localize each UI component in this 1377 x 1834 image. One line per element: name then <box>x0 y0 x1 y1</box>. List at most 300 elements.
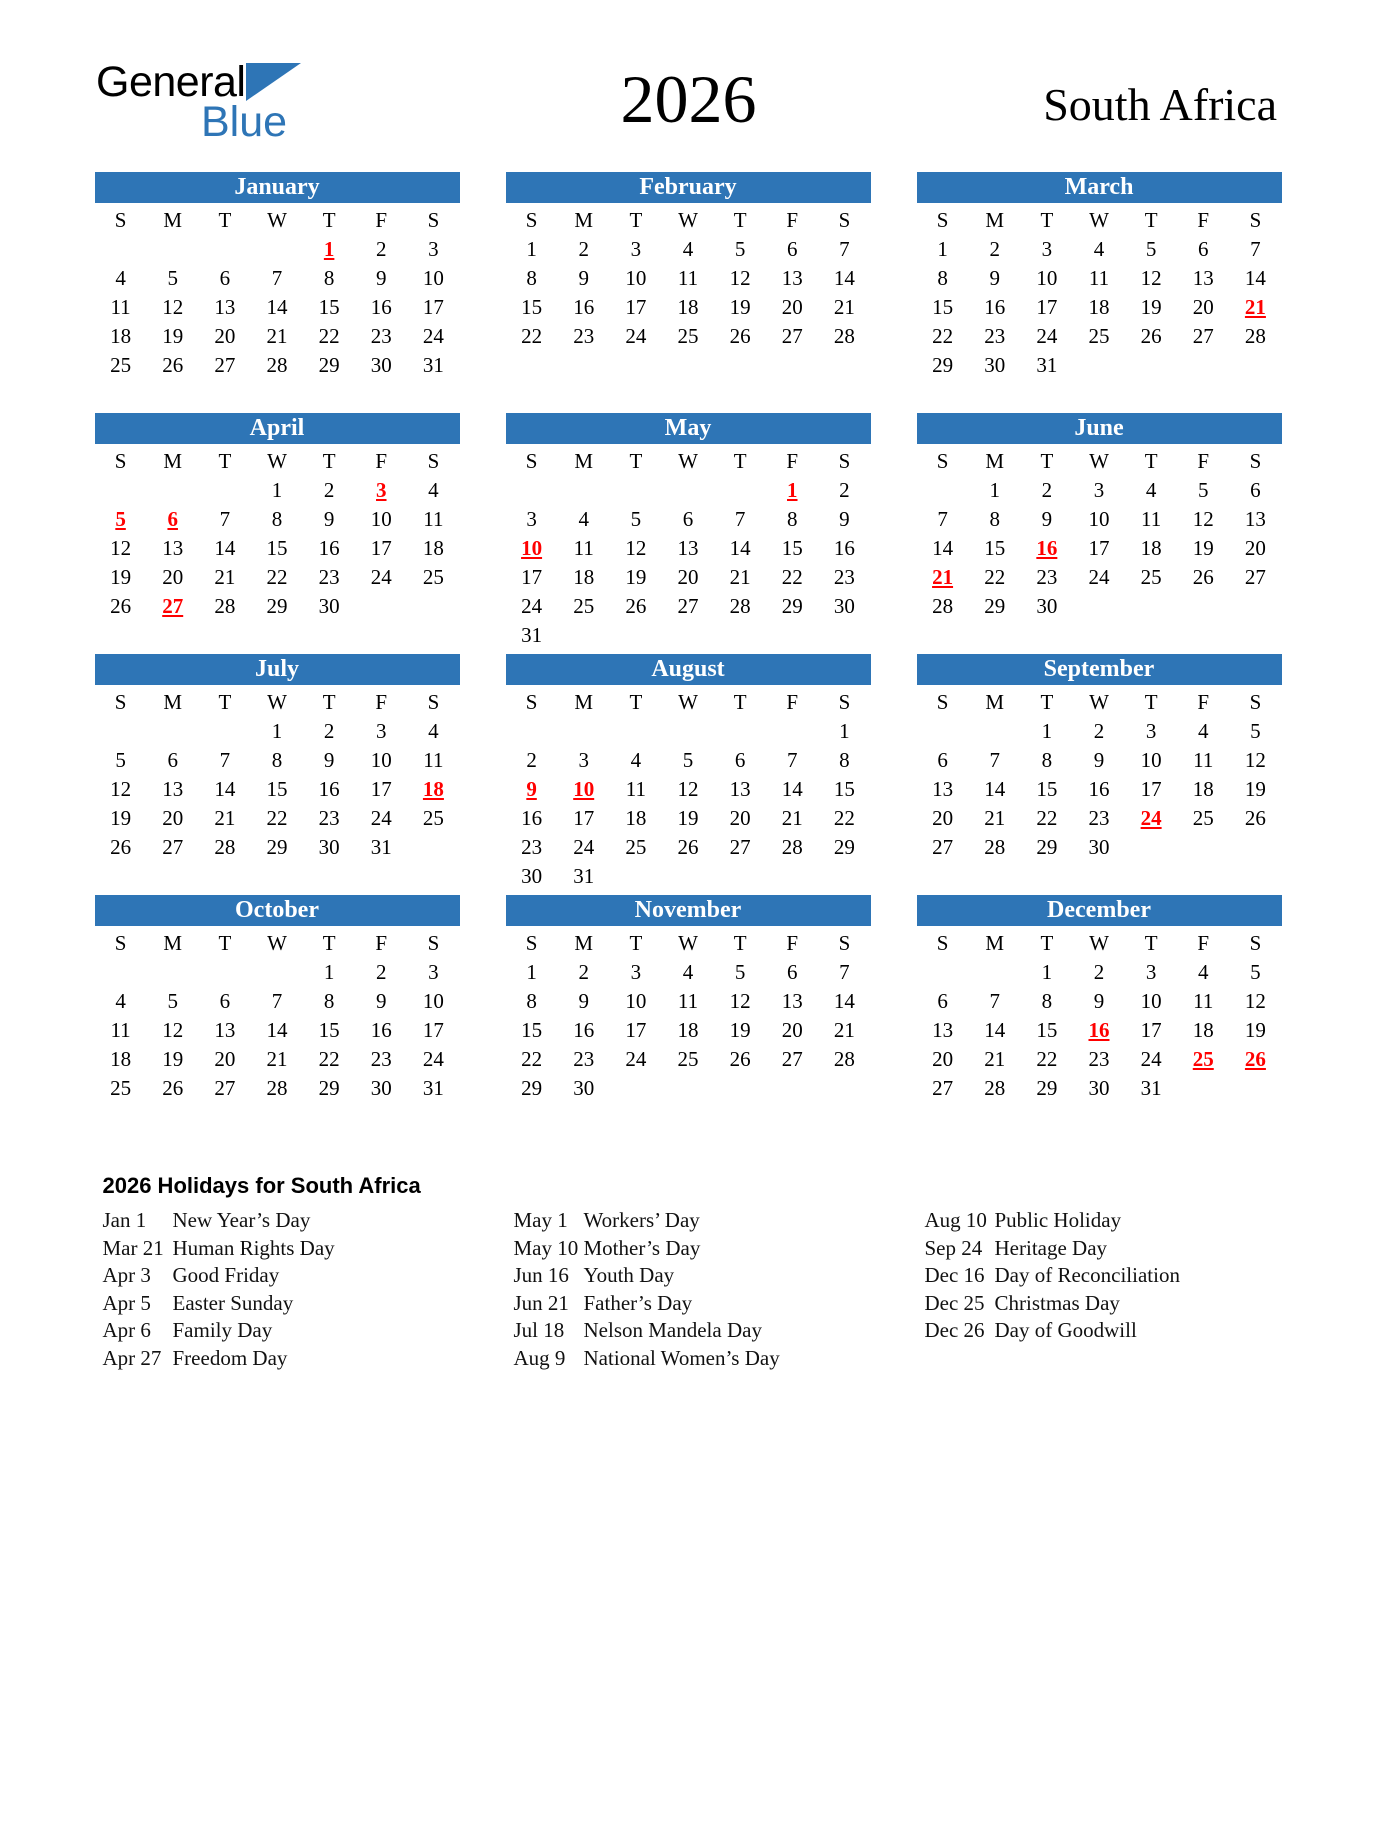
day-cell[interactable]: 28 <box>266 1076 288 1100</box>
day-cell[interactable]: 13 <box>932 777 954 801</box>
day-cell-holiday[interactable]: 6 <box>167 507 178 531</box>
day-cell[interactable]: 24 <box>1140 1047 1162 1071</box>
day-cell[interactable]: 5 <box>1198 478 1209 502</box>
day-cell[interactable]: 10 <box>1088 507 1110 531</box>
day-cell[interactable]: 16 <box>370 295 392 319</box>
day-cell[interactable]: 7 <box>734 507 746 531</box>
day-cell[interactable]: 8 <box>271 507 283 531</box>
day-cell[interactable]: 24 <box>573 835 595 859</box>
day-cell[interactable]: 31 <box>422 1076 444 1100</box>
day-cell[interactable]: 1 <box>839 719 850 743</box>
day-cell[interactable]: 5 <box>115 748 126 772</box>
day-cell[interactable]: 4 <box>428 478 439 502</box>
day-cell[interactable]: 12 <box>729 266 751 290</box>
day-cell[interactable]: 2 <box>1093 719 1105 743</box>
day-cell[interactable]: 12 <box>1140 266 1162 290</box>
day-cell[interactable]: 15 <box>266 536 288 560</box>
day-cell[interactable]: 17 <box>625 295 647 319</box>
day-cell[interactable]: 25 <box>1192 806 1214 830</box>
day-cell[interactable]: 18 <box>1192 777 1214 801</box>
day-cell[interactable]: 26 <box>1244 806 1266 830</box>
day-cell[interactable]: 27 <box>781 1047 803 1071</box>
day-cell[interactable]: 9 <box>1093 748 1105 772</box>
day-cell[interactable]: 11 <box>1193 989 1214 1013</box>
day-cell[interactable]: 31 <box>422 353 444 377</box>
day-cell[interactable]: 7 <box>219 507 231 531</box>
day-cell[interactable]: 27 <box>214 353 236 377</box>
day-cell[interactable]: 4 <box>682 960 694 984</box>
day-cell[interactable]: 19 <box>162 1047 184 1071</box>
day-cell[interactable]: 25 <box>625 835 647 859</box>
day-cell[interactable]: 6 <box>734 748 746 772</box>
day-cell[interactable]: 17 <box>573 806 595 830</box>
day-cell[interactable]: 27 <box>677 594 699 618</box>
day-cell[interactable]: 23 <box>1088 1047 1110 1071</box>
day-cell[interactable]: 8 <box>787 507 798 531</box>
day-cell[interactable]: 25 <box>422 806 444 830</box>
day-cell[interactable]: 10 <box>1036 266 1058 290</box>
day-cell[interactable]: 30 <box>1088 1076 1110 1100</box>
day-cell[interactable]: 17 <box>1140 1018 1162 1042</box>
day-cell[interactable]: 28 <box>781 835 803 859</box>
day-cell[interactable]: 27 <box>729 835 751 859</box>
day-cell[interactable]: 15 <box>833 777 855 801</box>
day-cell[interactable]: 30 <box>370 353 392 377</box>
day-cell[interactable]: 26 <box>729 1047 751 1071</box>
day-cell[interactable]: 25 <box>1088 324 1110 348</box>
day-cell[interactable]: 29 <box>932 353 954 377</box>
day-cell[interactable]: 29 <box>318 1076 340 1100</box>
day-cell[interactable]: 9 <box>376 989 387 1013</box>
day-cell[interactable]: 13 <box>214 1018 236 1042</box>
day-cell-holiday[interactable]: 1 <box>787 478 798 502</box>
day-cell[interactable]: 16 <box>573 1018 595 1042</box>
day-cell[interactable]: 19 <box>1244 1018 1266 1042</box>
day-cell[interactable]: 8 <box>1041 989 1053 1013</box>
day-cell[interactable]: 11 <box>1141 507 1162 531</box>
day-cell[interactable]: 22 <box>521 324 543 348</box>
day-cell[interactable]: 24 <box>422 1047 444 1071</box>
day-cell[interactable]: 7 <box>937 507 948 531</box>
day-cell[interactable]: 12 <box>729 989 751 1013</box>
day-cell[interactable]: 30 <box>1088 835 1110 859</box>
day-cell[interactable]: 6 <box>219 989 231 1013</box>
day-cell[interactable]: 3 <box>428 960 439 984</box>
day-cell[interactable]: 29 <box>318 353 340 377</box>
day-cell[interactable]: 27 <box>932 1076 954 1100</box>
day-cell[interactable]: 31 <box>1036 353 1058 377</box>
day-cell[interactable]: 14 <box>214 536 236 560</box>
day-cell[interactable]: 12 <box>1192 507 1214 531</box>
day-cell[interactable]: 20 <box>214 324 236 348</box>
day-cell[interactable]: 20 <box>932 1047 954 1071</box>
day-cell[interactable]: 5 <box>167 989 178 1013</box>
day-cell[interactable]: 27 <box>932 835 954 859</box>
day-cell[interactable]: 6 <box>937 748 948 772</box>
day-cell[interactable]: 18 <box>677 295 699 319</box>
day-cell[interactable]: 14 <box>214 777 236 801</box>
day-cell[interactable]: 1 <box>989 478 1000 502</box>
day-cell[interactable]: 8 <box>839 748 850 772</box>
day-cell[interactable]: 14 <box>833 989 855 1013</box>
day-cell[interactable]: 22 <box>1036 806 1058 830</box>
day-cell[interactable]: 30 <box>833 594 855 618</box>
day-cell[interactable]: 1 <box>526 960 537 984</box>
day-cell[interactable]: 10 <box>422 266 444 290</box>
day-cell[interactable]: 9 <box>323 507 335 531</box>
day-cell[interactable]: 31 <box>573 864 595 888</box>
day-cell[interactable]: 28 <box>214 835 236 859</box>
day-cell[interactable]: 17 <box>625 1018 647 1042</box>
day-cell-holiday[interactable]: 24 <box>1140 806 1162 830</box>
day-cell[interactable]: 20 <box>677 565 699 589</box>
day-cell[interactable]: 28 <box>984 1076 1006 1100</box>
day-cell[interactable]: 17 <box>1036 295 1058 319</box>
day-cell[interactable]: 24 <box>1088 565 1110 589</box>
day-cell[interactable]: 9 <box>376 266 387 290</box>
day-cell[interactable]: 13 <box>677 536 699 560</box>
day-cell[interactable]: 30 <box>318 835 340 859</box>
day-cell[interactable]: 16 <box>1088 777 1110 801</box>
day-cell[interactable]: 17 <box>521 565 543 589</box>
day-cell[interactable]: 23 <box>1088 806 1110 830</box>
day-cell[interactable]: 20 <box>1192 295 1214 319</box>
day-cell[interactable]: 17 <box>422 1018 444 1042</box>
day-cell[interactable]: 24 <box>625 324 647 348</box>
day-cell[interactable]: 7 <box>787 748 798 772</box>
day-cell[interactable]: 10 <box>422 989 444 1013</box>
day-cell[interactable]: 8 <box>937 266 948 290</box>
day-cell[interactable]: 2 <box>578 237 589 261</box>
day-cell[interactable]: 8 <box>271 748 283 772</box>
day-cell[interactable]: 19 <box>729 1018 751 1042</box>
day-cell[interactable]: 7 <box>839 237 850 261</box>
day-cell[interactable]: 2 <box>323 719 335 743</box>
day-cell[interactable]: 2 <box>839 478 850 502</box>
day-cell[interactable]: 13 <box>1244 507 1266 531</box>
day-cell[interactable]: 3 <box>376 719 387 743</box>
day-cell-holiday[interactable]: 27 <box>162 594 184 618</box>
day-cell[interactable]: 23 <box>521 835 543 859</box>
day-cell[interactable]: 4 <box>578 507 589 531</box>
day-cell[interactable]: 3 <box>630 960 642 984</box>
day-cell[interactable]: 2 <box>1041 478 1053 502</box>
day-cell[interactable]: 6 <box>219 266 231 290</box>
day-cell[interactable]: 20 <box>729 806 751 830</box>
day-cell[interactable]: 4 <box>682 237 694 261</box>
day-cell[interactable]: 22 <box>833 806 855 830</box>
day-cell[interactable]: 1 <box>526 237 537 261</box>
day-cell[interactable]: 6 <box>787 960 798 984</box>
day-cell[interactable]: 30 <box>573 1076 595 1100</box>
day-cell[interactable]: 7 <box>1250 237 1261 261</box>
day-cell[interactable]: 17 <box>1140 777 1162 801</box>
day-cell[interactable]: 29 <box>1036 1076 1058 1100</box>
day-cell[interactable]: 21 <box>984 1047 1006 1071</box>
day-cell[interactable]: 29 <box>266 835 288 859</box>
day-cell[interactable]: 13 <box>932 1018 954 1042</box>
day-cell[interactable]: 18 <box>1088 295 1110 319</box>
day-cell[interactable]: 24 <box>521 594 543 618</box>
day-cell[interactable]: 4 <box>1198 719 1209 743</box>
day-cell[interactable]: 16 <box>573 295 595 319</box>
day-cell[interactable]: 2 <box>526 748 537 772</box>
day-cell[interactable]: 3 <box>578 748 589 772</box>
day-cell[interactable]: 14 <box>1244 266 1266 290</box>
day-cell[interactable]: 30 <box>370 1076 392 1100</box>
day-cell[interactable]: 28 <box>1244 324 1266 348</box>
day-cell[interactable]: 30 <box>984 353 1006 377</box>
day-cell[interactable]: 28 <box>932 594 954 618</box>
day-cell[interactable]: 12 <box>1244 748 1266 772</box>
day-cell[interactable]: 7 <box>219 748 231 772</box>
day-cell[interactable]: 4 <box>428 719 439 743</box>
day-cell[interactable]: 15 <box>781 536 803 560</box>
day-cell[interactable]: 13 <box>162 777 184 801</box>
day-cell[interactable]: 24 <box>370 806 392 830</box>
day-cell[interactable]: 4 <box>115 989 126 1013</box>
day-cell[interactable]: 5 <box>1250 719 1261 743</box>
day-cell[interactable]: 11 <box>1193 748 1214 772</box>
day-cell[interactable]: 11 <box>677 266 699 290</box>
day-cell[interactable]: 1 <box>271 719 283 743</box>
day-cell[interactable]: 24 <box>1036 324 1058 348</box>
day-cell-holiday[interactable]: 5 <box>115 507 126 531</box>
day-cell[interactable]: 11 <box>573 536 594 560</box>
day-cell[interactable]: 17 <box>422 295 444 319</box>
day-cell[interactable]: 8 <box>989 507 1000 531</box>
day-cell-holiday[interactable]: 18 <box>422 777 444 801</box>
day-cell[interactable]: 15 <box>266 777 288 801</box>
day-cell[interactable]: 5 <box>630 507 642 531</box>
day-cell[interactable]: 4 <box>1145 478 1157 502</box>
day-cell[interactable]: 22 <box>1036 1047 1058 1071</box>
day-cell[interactable]: 18 <box>1192 1018 1214 1042</box>
day-cell-holiday[interactable]: 16 <box>1088 1018 1110 1042</box>
day-cell[interactable]: 27 <box>781 324 803 348</box>
day-cell[interactable]: 20 <box>781 295 803 319</box>
day-cell[interactable]: 3 <box>428 237 439 261</box>
day-cell[interactable]: 27 <box>1192 324 1214 348</box>
day-cell[interactable]: 11 <box>423 748 444 772</box>
day-cell[interactable]: 1 <box>323 960 335 984</box>
day-cell[interactable]: 12 <box>110 536 132 560</box>
day-cell-holiday[interactable]: 3 <box>376 478 387 502</box>
day-cell[interactable]: 25 <box>110 353 132 377</box>
day-cell[interactable]: 19 <box>1140 295 1162 319</box>
day-cell[interactable]: 11 <box>423 507 444 531</box>
day-cell[interactable]: 23 <box>318 806 340 830</box>
day-cell[interactable]: 23 <box>833 565 855 589</box>
day-cell[interactable]: 5 <box>1250 960 1261 984</box>
day-cell[interactable]: 3 <box>526 507 537 531</box>
day-cell[interactable]: 4 <box>630 748 642 772</box>
day-cell[interactable]: 15 <box>318 1018 340 1042</box>
day-cell[interactable]: 26 <box>110 835 132 859</box>
day-cell[interactable]: 26 <box>677 835 699 859</box>
day-cell-holiday[interactable]: 26 <box>1244 1047 1266 1071</box>
day-cell[interactable]: 5 <box>1145 237 1157 261</box>
day-cell[interactable]: 9 <box>323 748 335 772</box>
day-cell[interactable]: 8 <box>1041 748 1053 772</box>
day-cell[interactable]: 10 <box>625 266 647 290</box>
day-cell[interactable]: 18 <box>573 565 595 589</box>
day-cell[interactable]: 2 <box>989 237 1000 261</box>
day-cell[interactable]: 22 <box>266 806 288 830</box>
day-cell[interactable]: 25 <box>677 1047 699 1071</box>
day-cell[interactable]: 16 <box>521 806 543 830</box>
day-cell[interactable]: 10 <box>370 507 392 531</box>
day-cell[interactable]: 26 <box>162 353 184 377</box>
day-cell[interactable]: 23 <box>370 1047 392 1071</box>
day-cell[interactable]: 25 <box>422 565 444 589</box>
day-cell[interactable]: 10 <box>1140 748 1162 772</box>
day-cell[interactable]: 27 <box>162 835 184 859</box>
day-cell-holiday[interactable]: 25 <box>1192 1047 1214 1071</box>
day-cell[interactable]: 14 <box>984 1018 1006 1042</box>
day-cell[interactable]: 23 <box>573 1047 595 1071</box>
day-cell-holiday[interactable]: 10 <box>573 777 595 801</box>
day-cell[interactable]: 3 <box>630 237 642 261</box>
day-cell[interactable]: 18 <box>1140 536 1162 560</box>
day-cell[interactable]: 12 <box>677 777 699 801</box>
day-cell[interactable]: 2 <box>1093 960 1105 984</box>
day-cell[interactable]: 5 <box>734 237 746 261</box>
day-cell[interactable]: 9 <box>1041 507 1053 531</box>
day-cell[interactable]: 10 <box>625 989 647 1013</box>
day-cell[interactable]: 22 <box>318 1047 340 1071</box>
day-cell[interactable]: 19 <box>677 806 699 830</box>
day-cell[interactable]: 28 <box>833 1047 855 1071</box>
day-cell[interactable]: 26 <box>162 1076 184 1100</box>
day-cell[interactable]: 11 <box>677 989 699 1013</box>
day-cell[interactable]: 21 <box>833 295 855 319</box>
day-cell[interactable]: 26 <box>729 324 751 348</box>
day-cell[interactable]: 5 <box>682 748 694 772</box>
day-cell[interactable]: 30 <box>1036 594 1058 618</box>
day-cell[interactable]: 19 <box>625 565 647 589</box>
day-cell[interactable]: 30 <box>318 594 340 618</box>
day-cell[interactable]: 14 <box>932 536 954 560</box>
day-cell[interactable]: 19 <box>110 565 132 589</box>
day-cell[interactable]: 9 <box>839 507 850 531</box>
day-cell[interactable]: 27 <box>1244 565 1266 589</box>
day-cell[interactable]: 21 <box>729 565 751 589</box>
day-cell[interactable]: 15 <box>1036 777 1058 801</box>
day-cell[interactable]: 25 <box>573 594 595 618</box>
day-cell[interactable]: 11 <box>1088 266 1110 290</box>
day-cell[interactable]: 6 <box>1198 237 1209 261</box>
day-cell[interactable]: 22 <box>521 1047 543 1071</box>
day-cell[interactable]: 15 <box>521 295 543 319</box>
day-cell[interactable]: 29 <box>1036 835 1058 859</box>
day-cell[interactable]: 6 <box>937 989 948 1013</box>
day-cell[interactable]: 11 <box>625 777 646 801</box>
day-cell[interactable]: 12 <box>110 777 132 801</box>
day-cell[interactable]: 25 <box>110 1076 132 1100</box>
day-cell[interactable]: 13 <box>729 777 751 801</box>
day-cell[interactable]: 8 <box>526 989 537 1013</box>
day-cell[interactable]: 20 <box>1244 536 1266 560</box>
day-cell[interactable]: 1 <box>937 237 948 261</box>
day-cell[interactable]: 23 <box>370 324 392 348</box>
day-cell[interactable]: 7 <box>271 266 283 290</box>
day-cell[interactable]: 4 <box>1198 960 1209 984</box>
day-cell[interactable]: 17 <box>1088 536 1110 560</box>
day-cell[interactable]: 5 <box>167 266 178 290</box>
day-cell[interactable]: 6 <box>787 237 798 261</box>
day-cell[interactable]: 19 <box>110 806 132 830</box>
day-cell[interactable]: 2 <box>376 237 387 261</box>
day-cell[interactable]: 20 <box>162 806 184 830</box>
day-cell[interactable]: 2 <box>323 478 335 502</box>
day-cell[interactable]: 24 <box>422 324 444 348</box>
day-cell[interactable]: 7 <box>989 989 1000 1013</box>
day-cell[interactable]: 24 <box>625 1047 647 1071</box>
day-cell[interactable]: 14 <box>266 1018 288 1042</box>
day-cell-holiday[interactable]: 1 <box>323 237 335 261</box>
day-cell[interactable]: 21 <box>266 1047 288 1071</box>
day-cell[interactable]: 14 <box>781 777 803 801</box>
day-cell[interactable]: 31 <box>370 835 392 859</box>
day-cell[interactable]: 25 <box>677 324 699 348</box>
day-cell[interactable]: 24 <box>370 565 392 589</box>
day-cell[interactable]: 29 <box>521 1076 543 1100</box>
day-cell[interactable]: 15 <box>984 536 1006 560</box>
day-cell-holiday[interactable]: 21 <box>932 565 954 589</box>
day-cell[interactable]: 22 <box>318 324 340 348</box>
day-cell[interactable]: 26 <box>625 594 647 618</box>
day-cell[interactable]: 19 <box>1244 777 1266 801</box>
day-cell[interactable]: 9 <box>578 989 589 1013</box>
day-cell[interactable]: 1 <box>271 478 283 502</box>
day-cell[interactable]: 22 <box>781 565 803 589</box>
day-cell[interactable]: 21 <box>266 324 288 348</box>
day-cell[interactable]: 28 <box>214 594 236 618</box>
day-cell[interactable]: 14 <box>266 295 288 319</box>
day-cell[interactable]: 30 <box>521 864 543 888</box>
day-cell[interactable]: 29 <box>266 594 288 618</box>
day-cell[interactable]: 17 <box>370 536 392 560</box>
day-cell[interactable]: 9 <box>578 266 589 290</box>
day-cell[interactable]: 6 <box>682 507 694 531</box>
day-cell[interactable]: 12 <box>162 1018 184 1042</box>
day-cell[interactable]: 28 <box>984 835 1006 859</box>
day-cell[interactable]: 23 <box>318 565 340 589</box>
day-cell-holiday[interactable]: 9 <box>526 777 537 801</box>
day-cell[interactable]: 29 <box>781 594 803 618</box>
day-cell[interactable]: 15 <box>318 295 340 319</box>
day-cell[interactable]: 9 <box>989 266 1000 290</box>
day-cell-holiday[interactable]: 21 <box>1244 295 1266 319</box>
day-cell[interactable]: 15 <box>521 1018 543 1042</box>
day-cell[interactable]: 18 <box>625 806 647 830</box>
day-cell[interactable]: 15 <box>1036 1018 1058 1042</box>
day-cell[interactable]: 21 <box>214 806 236 830</box>
day-cell[interactable]: 28 <box>833 324 855 348</box>
day-cell[interactable]: 11 <box>110 1018 131 1042</box>
day-cell-holiday[interactable]: 16 <box>1036 536 1058 560</box>
day-cell[interactable]: 8 <box>323 266 335 290</box>
day-cell[interactable]: 21 <box>214 565 236 589</box>
day-cell[interactable]: 7 <box>989 748 1000 772</box>
day-cell[interactable]: 7 <box>839 960 850 984</box>
day-cell[interactable]: 5 <box>734 960 746 984</box>
day-cell[interactable]: 18 <box>110 1047 132 1071</box>
day-cell[interactable]: 23 <box>1036 565 1058 589</box>
day-cell[interactable]: 13 <box>214 295 236 319</box>
day-cell[interactable]: 16 <box>984 295 1006 319</box>
